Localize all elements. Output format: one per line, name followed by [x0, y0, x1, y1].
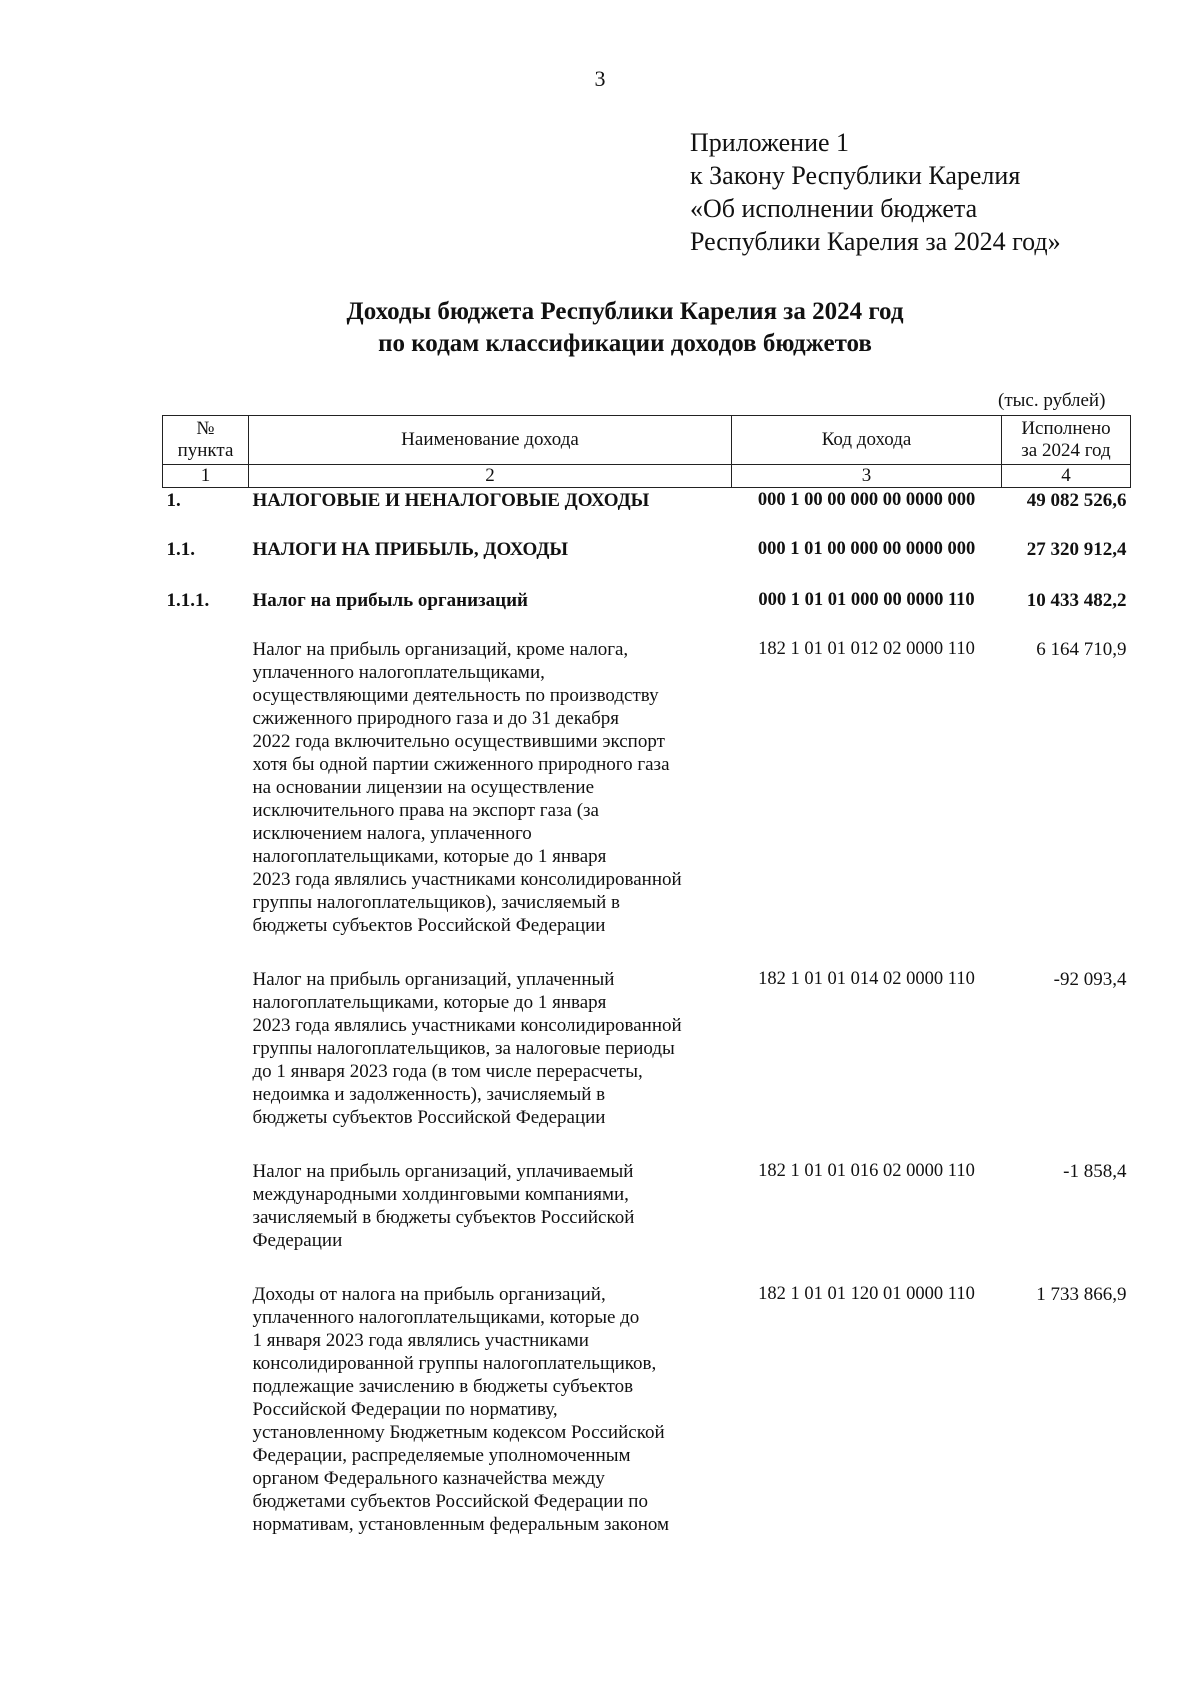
row-name: Доходы от налога на прибыль организаций, уплаченного налогоплательщиками, которые до 1 января 2023 года являлись участниками консолидированной группы налогоплательщиков, подлежащие зачислению в бюджеты субъектов Российской Федерации по нормативу, установленному Бюджетным кодексом Российской Федерации, распределяемые уполномоченным органом Федерального казначейства между бюджетами субъектов Российской Федерации по нормативам, установленным федеральным законом [252, 1284, 670, 1535]
table-row [163, 538, 1131, 589]
appendix-line: Республики Карелия за 2024 год» [690, 227, 1061, 256]
table-row [163, 968, 1131, 1160]
row-number: 1.1.1. [166, 590, 210, 611]
row-amount: -92 093,4 [1053, 969, 1127, 990]
row-name: НАЛОГИ НА ПРИБЫЛЬ, ДОХОДЫ [252, 539, 569, 560]
row-code: 182 1 01 01 014 02 0000 110 [758, 969, 975, 989]
table-header-row [163, 416, 1131, 465]
row-amount: 27 320 912,4 [1026, 539, 1127, 560]
row-amount: -1 858,4 [1063, 1161, 1127, 1182]
row-amount: 49 082 526,6 [1026, 490, 1127, 511]
row-number [163, 968, 249, 1160]
column-number: 4 [1002, 465, 1131, 488]
row-code: 000 1 01 01 000 00 0000 110 [758, 590, 975, 610]
table-row [163, 488, 1131, 539]
table-row [163, 638, 1131, 968]
table-row [163, 589, 1131, 638]
row-number [163, 1283, 249, 1536]
row-name: Налог на прибыль организаций, уплаченный налогоплательщиками, которые до 1 января 2023 года являлись участниками консолидированной группы налогоплательщиков, за налоговые периоды до 1 января 2023 года (в том числе перерасчеты, недоимка и задолженность), зачисляемый в бюджеты субъектов Российской Федерации [252, 969, 682, 1128]
units-label: (тыс. рублей) [998, 390, 1106, 411]
table-row [163, 1283, 1131, 1536]
row-name: Налог на прибыль организаций [252, 590, 528, 611]
column-number: 3 [732, 465, 1002, 488]
row-code: 182 1 01 01 016 02 0000 110 [758, 1161, 975, 1181]
column-number: 1 [163, 465, 249, 488]
table-row [163, 1160, 1131, 1283]
column-number-row [163, 465, 1131, 488]
row-name: НАЛОГОВЫЕ И НЕНАЛОГОВЫЕ ДОХОДЫ [252, 490, 650, 511]
row-code: 182 1 01 01 012 02 0000 110 [758, 639, 975, 659]
title-line-2: по кодам классификации доходов бюджетов [378, 330, 872, 357]
income-table [162, 415, 1131, 1536]
row-code: 182 1 01 01 120 01 0000 110 [758, 1284, 975, 1304]
appendix-heading [690, 126, 1061, 258]
header-income-name: Наименование дохода [249, 416, 732, 465]
column-number: 2 [249, 465, 732, 488]
row-amount: 6 164 710,9 [1036, 639, 1127, 660]
appendix-line: Приложение 1 [690, 128, 850, 157]
row-number: 1. [166, 490, 181, 511]
row-name: Налог на прибыль организаций, уплачиваемый международными холдинговыми компаниями, зачисляемый в бюджеты субъектов Российской Федерации [252, 1161, 635, 1251]
document-title [0, 296, 1200, 360]
row-number [163, 638, 249, 968]
row-name: Налог на прибыль организаций, кроме налога, уплаченного налогоплательщиками, осуществляющими деятельность по производству сжиженного природного газа и до 31 декабря 2022 года включительно осуществившими экспорт хотя бы одной партии сжиженного природного газа на основании лицензии на осуществление исключительного права на экспорт газа (за исключением налога, уплаченного налогоплательщиками, которые до 1 января 2023 года являлись участниками консолидированной группы налогоплательщиков), зачисляемый в бюджеты субъектов Российской Федерации [252, 639, 682, 936]
appendix-line: к Закону Республики Карелия [690, 161, 1021, 190]
header-income-code: Код дохода [732, 416, 1002, 465]
row-amount: 1 733 866,9 [1036, 1284, 1127, 1305]
row-code: 000 1 01 00 000 00 0000 000 [757, 539, 976, 559]
row-code: 000 1 00 00 000 00 0000 000 [757, 490, 976, 510]
title-line-1: Доходы бюджета Республики Карелия за 2024 год [346, 298, 904, 325]
row-amount: 10 433 482,2 [1026, 590, 1127, 611]
appendix-line: «Об исполнении бюджета [690, 194, 978, 223]
row-number: 1.1. [166, 539, 195, 560]
row-number [163, 1160, 249, 1283]
header-item-number: № пункта [163, 416, 249, 465]
page-number: 3 [594, 66, 606, 91]
header-executed: Исполнено за 2024 год [1002, 416, 1131, 465]
